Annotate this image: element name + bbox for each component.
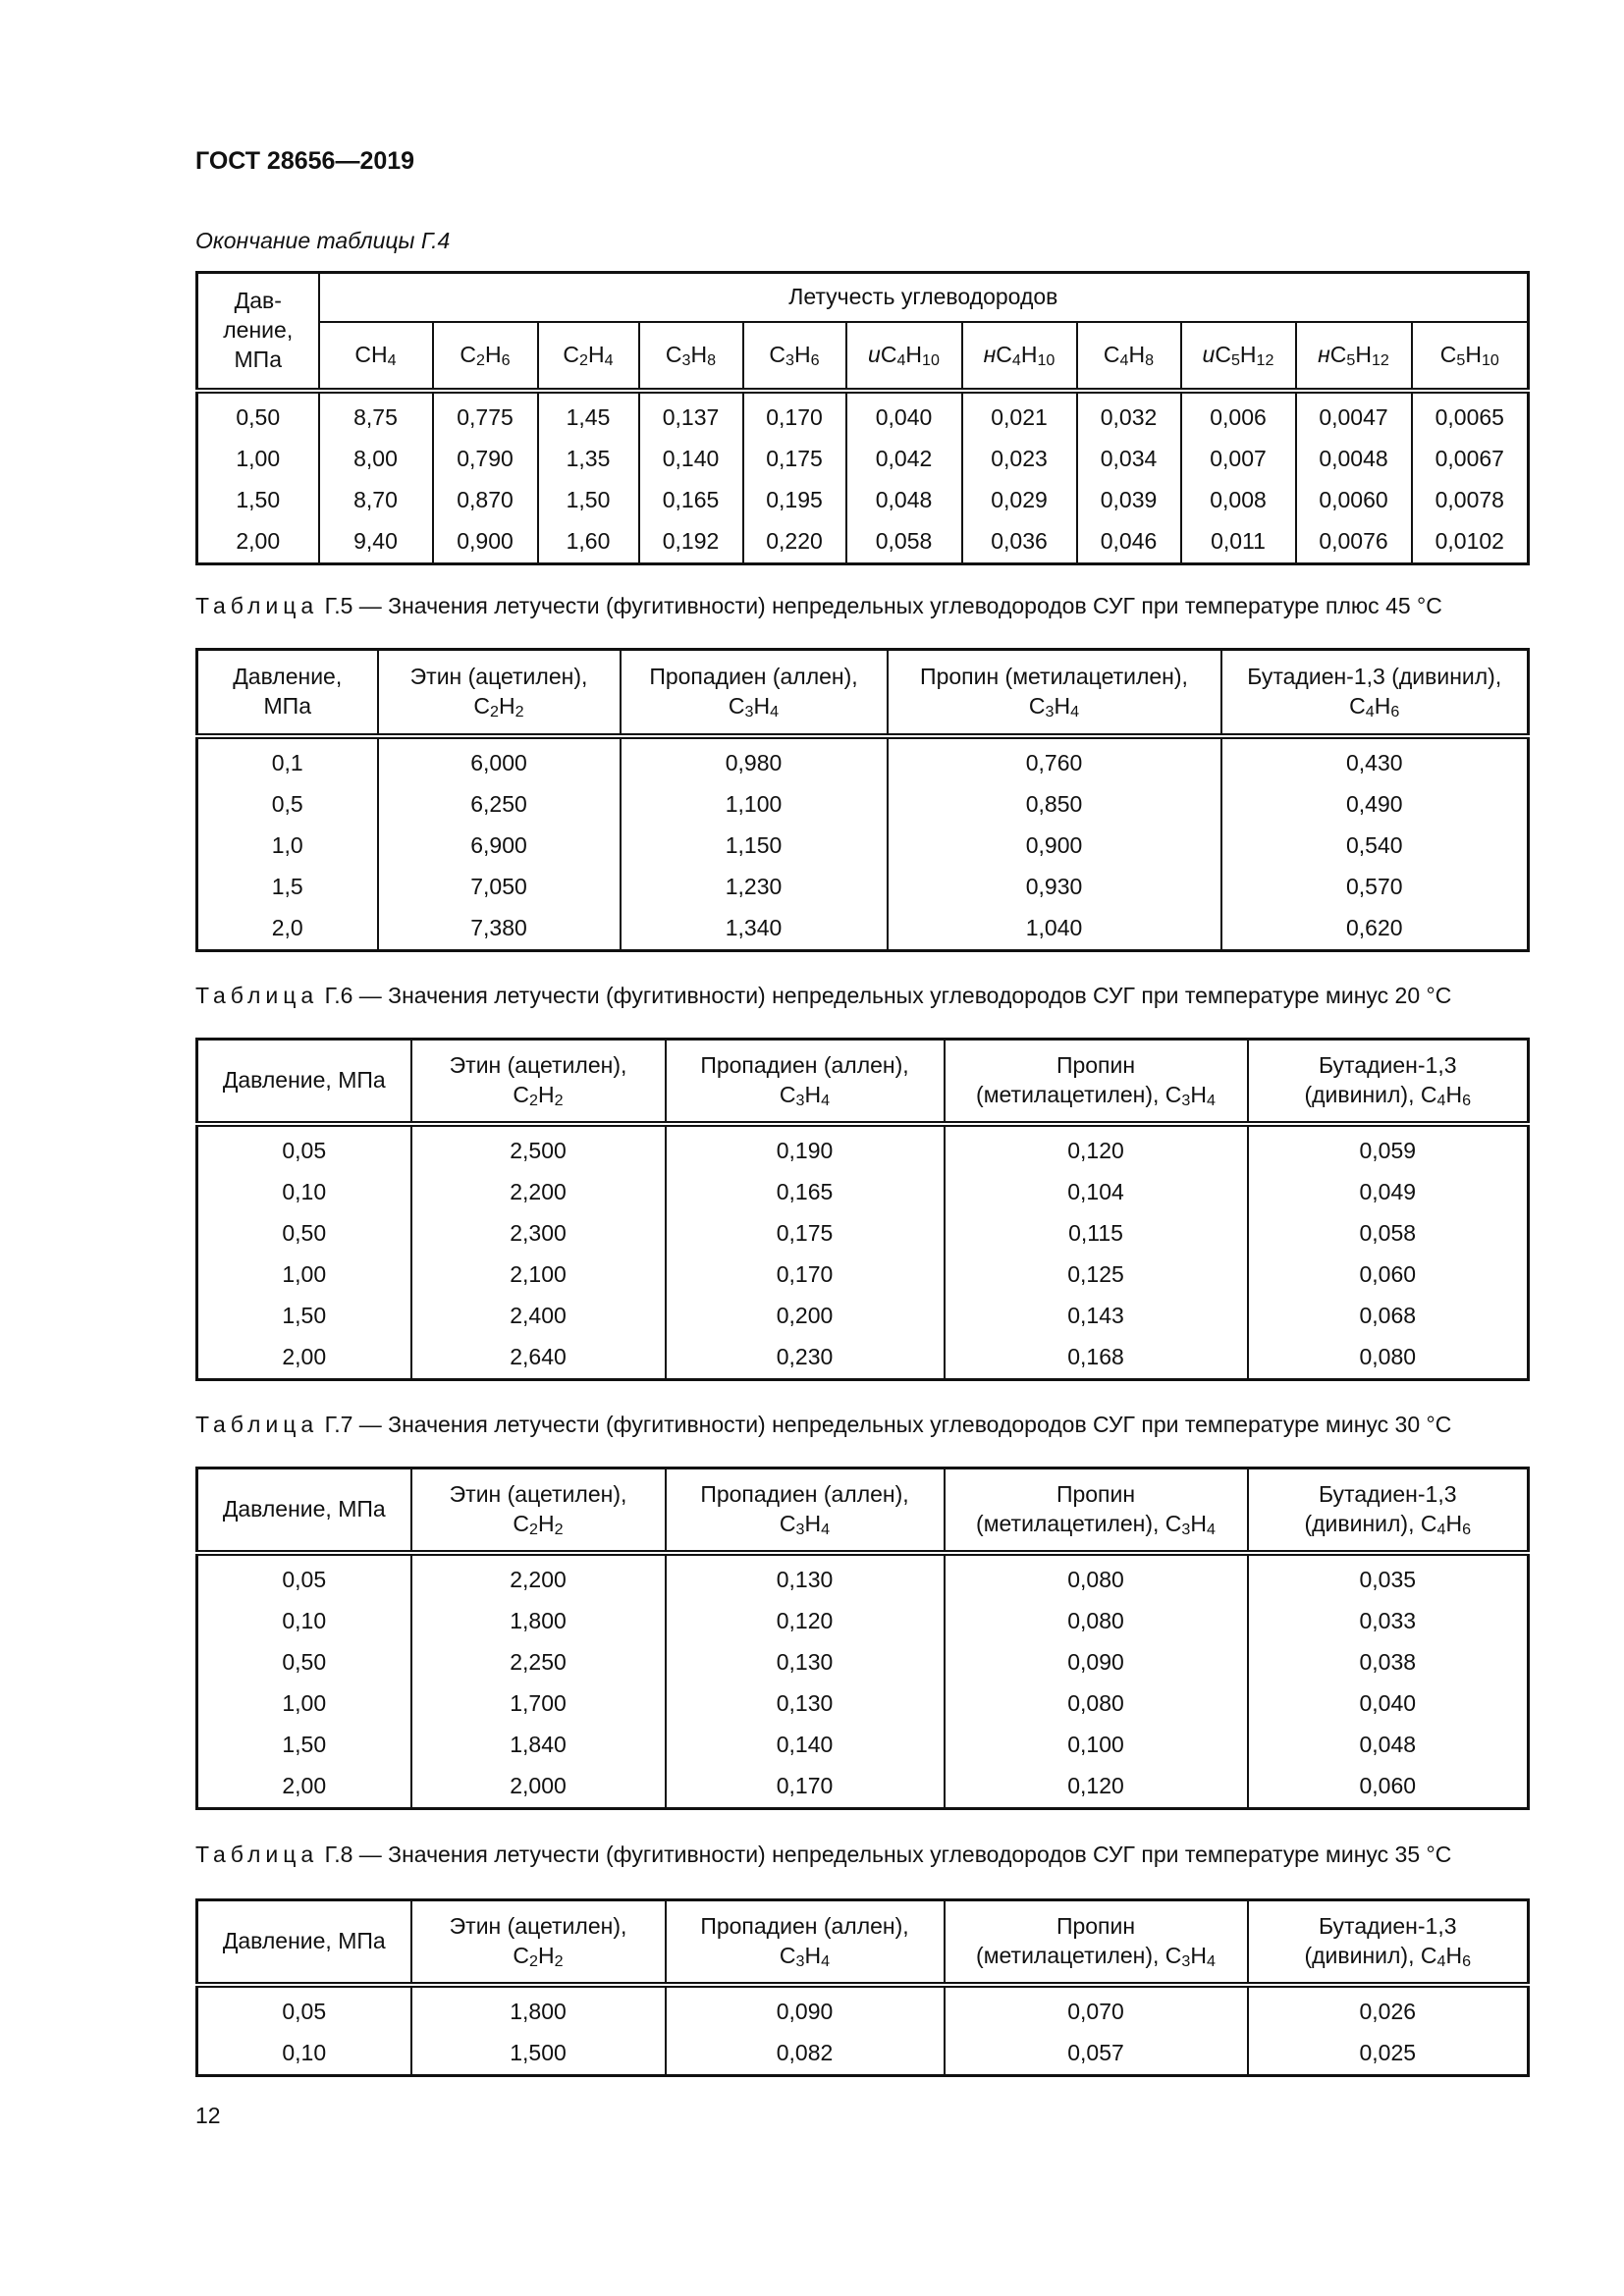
table-cell: 1,50 <box>197 480 319 521</box>
table-cell: 0,032 <box>1077 391 1181 439</box>
column-header: Давление, МПа <box>197 1468 411 1553</box>
table-cell: 0,10 <box>197 2033 411 2076</box>
table-cell: 0,140 <box>639 439 743 480</box>
table-cell: 0,170 <box>743 391 846 439</box>
table-row <box>197 1553 1529 1601</box>
table-cell: 8,00 <box>319 439 433 480</box>
table-g6 <box>195 1038 1530 1381</box>
table-cell: 0,130 <box>666 1642 945 1683</box>
table-cell: 0,040 <box>1248 1683 1529 1725</box>
table-cell: 0,034 <box>1077 439 1181 480</box>
table-cell: 0,090 <box>945 1642 1248 1683</box>
table-row <box>197 1255 1529 1296</box>
table-cell: 0,120 <box>945 1766 1248 1809</box>
column-header: Этин (ацетилен), $C_2H_2$ <box>411 1900 666 1985</box>
table-cell: 0,0067 <box>1412 439 1529 480</box>
table-cell: 0,057 <box>945 2033 1248 2076</box>
table-cell: 0,058 <box>1248 1213 1529 1255</box>
column-header-c4h8: $C_4H_8$ <box>1077 322 1181 391</box>
table-cell: 0,140 <box>666 1725 945 1766</box>
table-cell: 2,200 <box>411 1553 666 1601</box>
table-row <box>197 1683 1529 1725</box>
table-cell: 7,050 <box>378 867 621 908</box>
column-header-c2h4: $C_2H_4$ <box>538 322 639 391</box>
table-cell: 8,70 <box>319 480 433 521</box>
table-cell: 0,049 <box>1248 1172 1529 1213</box>
table-row <box>197 1296 1529 1337</box>
table-cell: 0,120 <box>945 1124 1248 1172</box>
table-cell: 0,0076 <box>1296 521 1412 564</box>
table-row <box>197 1172 1529 1213</box>
table-cell: 0,175 <box>666 1213 945 1255</box>
table-row <box>197 784 1529 826</box>
group-header-volatility: Летучесть углеводородов <box>319 273 1529 322</box>
table-caption-label: Таблица <box>195 1842 319 1867</box>
table-caption-label: Таблица <box>195 983 319 1008</box>
column-header-ch4: $CH_4$ <box>319 322 433 391</box>
table-cell: 1,230 <box>621 867 888 908</box>
table-cell: 0,170 <box>666 1255 945 1296</box>
table-cell: 0,038 <box>1248 1642 1529 1683</box>
table-cell: 0,0047 <box>1296 391 1412 439</box>
table-cell: 0,760 <box>888 736 1221 784</box>
table-cell: 1,800 <box>411 1601 666 1642</box>
table-cell: 0,540 <box>1221 826 1529 867</box>
table-row <box>197 1124 1529 1172</box>
table-cell: 0,080 <box>945 1601 1248 1642</box>
table-cell: 1,150 <box>621 826 888 867</box>
table-cell: 6,000 <box>378 736 621 784</box>
table-cell: 0,090 <box>666 1985 945 2033</box>
table-cell: 0,029 <box>962 480 1077 521</box>
table-cell: 1,00 <box>197 1683 411 1725</box>
table-cell: 0,05 <box>197 1985 411 2033</box>
table-cell: 0,900 <box>888 826 1221 867</box>
table-cell: 0,048 <box>846 480 962 521</box>
table-cell: 0,930 <box>888 867 1221 908</box>
table-cell: 1,0 <box>197 826 378 867</box>
column-header: Пропадиен (аллен), $C_3H_4$ <box>666 1468 945 1553</box>
table-cell: 0,011 <box>1181 521 1296 564</box>
table-cell: 0,50 <box>197 1213 411 1255</box>
table-cell: 0,10 <box>197 1172 411 1213</box>
table-cell: 0,042 <box>846 439 962 480</box>
table-cell: 1,50 <box>197 1725 411 1766</box>
column-header: Бутадиен-1,3 (дивинил), $C_4H_6$ <box>1248 1040 1529 1124</box>
table-cell: 1,040 <box>888 908 1221 951</box>
table-cell: 0,165 <box>666 1172 945 1213</box>
table-cell: 0,175 <box>743 439 846 480</box>
table-g8 <box>195 1898 1530 2077</box>
table-g5 <box>195 648 1530 952</box>
table-row <box>197 1213 1529 1255</box>
column-header: Пропадиен (аллен), $C_3H_4$ <box>621 650 888 736</box>
table-row <box>197 1725 1529 1766</box>
table-row <box>197 1766 1529 1809</box>
table-cell: 1,5 <box>197 867 378 908</box>
table-cell: 0,170 <box>666 1766 945 1809</box>
table-cell: 0,137 <box>639 391 743 439</box>
table-cell: 1,35 <box>538 439 639 480</box>
table-cell: 9,40 <box>319 521 433 564</box>
column-header: Давление, МПа <box>197 650 378 736</box>
table-cell: 2,000 <box>411 1766 666 1809</box>
table-row <box>197 1985 1529 2033</box>
table-cell: 0,168 <box>945 1337 1248 1380</box>
column-header: Пропин (метилацетилен), $C_3H_4$ <box>945 1040 1248 1124</box>
table-cell: 0,165 <box>639 480 743 521</box>
table-g8-caption <box>195 1842 1451 1868</box>
column-header-иc4h10: $иC_4H_{10}$ <box>846 322 962 391</box>
table-cell: 2,100 <box>411 1255 666 1296</box>
table-cell: 0,008 <box>1181 480 1296 521</box>
column-header-иc5h12: $иC_5H_{12}$ <box>1181 322 1296 391</box>
table-cell: 0,980 <box>621 736 888 784</box>
table-cell: 2,00 <box>197 1337 411 1380</box>
table-cell: 0,1 <box>197 736 378 784</box>
table-cell: 0,230 <box>666 1337 945 1380</box>
table-cell: 0,05 <box>197 1553 411 1601</box>
table-row <box>197 1601 1529 1642</box>
table-row <box>197 1337 1529 1380</box>
column-header-c3h6: $C_3H_6$ <box>743 322 846 391</box>
table-cell: 1,50 <box>197 1296 411 1337</box>
table-cell: 1,840 <box>411 1725 666 1766</box>
table-row <box>197 867 1529 908</box>
column-header-pressure: Дав- ление, МПа <box>197 273 319 391</box>
table-g6-caption <box>195 983 1451 1009</box>
table-cell: 0,0078 <box>1412 480 1529 521</box>
table-cell: 0,120 <box>666 1601 945 1642</box>
table-cell: 0,50 <box>197 1642 411 1683</box>
table-cell: 0,870 <box>433 480 538 521</box>
table-cell: 0,50 <box>197 391 319 439</box>
table-cell: 0,058 <box>846 521 962 564</box>
table-cell: 1,800 <box>411 1985 666 2033</box>
table-g7-caption <box>195 1412 1451 1438</box>
table-cell: 0,620 <box>1221 908 1529 951</box>
table-cell: 6,900 <box>378 826 621 867</box>
table-g4-caption: Окончание таблицы Г.4 <box>195 228 451 253</box>
column-header: Бутадиен-1,3 (дивинил), $C_4H_6$ <box>1248 1900 1529 1985</box>
table-caption-label: Таблица <box>195 1412 319 1437</box>
table-cell: 0,060 <box>1248 1766 1529 1809</box>
table-g7 <box>195 1467 1530 1810</box>
column-header: Бутадиен-1,3 (дивинил), $C_4H_6$ <box>1248 1468 1529 1553</box>
column-header-c3h8: $C_3H_8$ <box>639 322 743 391</box>
table-cell: 0,05 <box>197 1124 411 1172</box>
table-row <box>197 736 1529 784</box>
table-g5-caption <box>195 593 1442 619</box>
table-cell: 2,500 <box>411 1124 666 1172</box>
table-cell: 1,00 <box>197 1255 411 1296</box>
column-header: Давление, МПа <box>197 1040 411 1124</box>
table-cell: 2,300 <box>411 1213 666 1255</box>
table-cell: 1,50 <box>538 480 639 521</box>
table-cell: 0,040 <box>846 391 962 439</box>
table-row <box>197 826 1529 867</box>
table-cell: 0,060 <box>1248 1255 1529 1296</box>
column-header-c2h6: $C_2H_6$ <box>433 322 538 391</box>
column-header: Этин (ацетилен), $C_2H_2$ <box>411 1040 666 1124</box>
table-cell: 2,640 <box>411 1337 666 1380</box>
document-header: ГОСТ 28656—2019 <box>195 147 415 175</box>
table-cell: 0,036 <box>962 521 1077 564</box>
table-row <box>197 521 1529 564</box>
column-header: Пропин (метилацетилен), $C_3H_4$ <box>888 650 1221 736</box>
table-cell: 0,490 <box>1221 784 1529 826</box>
table-cell: 0,023 <box>962 439 1077 480</box>
table-cell: 0,026 <box>1248 1985 1529 2033</box>
table-cell: 0,080 <box>1248 1337 1529 1380</box>
table-cell: 0,080 <box>945 1553 1248 1601</box>
table-cell: 0,0065 <box>1412 391 1529 439</box>
table-cell: 0,0048 <box>1296 439 1412 480</box>
column-header: Пропин (метилацетилен), $C_3H_4$ <box>945 1468 1248 1553</box>
table-cell: 0,039 <box>1077 480 1181 521</box>
table-caption-text: Г.6 — Значения летучести (фугитивности) непредельных углеводородов СУГ при температуре минус 20 °С <box>324 983 1452 1008</box>
column-header: Этин (ацетилен), $C_2H_2$ <box>411 1468 666 1553</box>
table-cell: 0,570 <box>1221 867 1529 908</box>
page-number: 12 <box>195 2103 221 2128</box>
table-cell: 0,900 <box>433 521 538 564</box>
table-cell: 0,035 <box>1248 1553 1529 1601</box>
table-cell: 0,007 <box>1181 439 1296 480</box>
table-cell: 0,100 <box>945 1725 1248 1766</box>
table-cell: 0,048 <box>1248 1725 1529 1766</box>
table-row <box>197 1642 1529 1683</box>
table-cell: 0,115 <box>945 1213 1248 1255</box>
table-cell: 2,00 <box>197 521 319 564</box>
table-cell: 1,100 <box>621 784 888 826</box>
table-row <box>197 439 1529 480</box>
table-caption-text: Г.7 — Значения летучести (фугитивности) непредельных углеводородов СУГ при температуре минус 30 °С <box>324 1412 1452 1437</box>
table-row <box>197 391 1529 439</box>
table-cell: 1,700 <box>411 1683 666 1725</box>
table-cell: 0,104 <box>945 1172 1248 1213</box>
column-header-c5h10: $C_5H_{10}$ <box>1412 322 1529 391</box>
table-cell: 2,00 <box>197 1766 411 1809</box>
table-cell: 0,033 <box>1248 1601 1529 1642</box>
table-row <box>197 2033 1529 2076</box>
table-caption-text: Г.5 — Значения летучести (фугитивности) непредельных углеводородов СУГ при температуре плюс 45 °С <box>324 593 1442 618</box>
table-row <box>197 480 1529 521</box>
column-header: Пропадиен (аллен), $C_3H_4$ <box>666 1040 945 1124</box>
table-cell: 1,500 <box>411 2033 666 2076</box>
table-cell: 0,430 <box>1221 736 1529 784</box>
column-header: Давление, МПа <box>197 1900 411 1985</box>
table-cell: 0,006 <box>1181 391 1296 439</box>
table-cell: 1,45 <box>538 391 639 439</box>
table-cell: 0,192 <box>639 521 743 564</box>
table-cell: 2,250 <box>411 1642 666 1683</box>
table-cell: 8,75 <box>319 391 433 439</box>
table-cell: 0,021 <box>962 391 1077 439</box>
column-header: Пропадиен (аллен), $C_3H_4$ <box>666 1900 945 1985</box>
column-header: Пропин (метилацетилен), $C_3H_4$ <box>945 1900 1248 1985</box>
table-cell: 0,790 <box>433 439 538 480</box>
table-row <box>197 908 1529 951</box>
table-cell: 2,400 <box>411 1296 666 1337</box>
table-cell: 0,850 <box>888 784 1221 826</box>
table-cell: 0,5 <box>197 784 378 826</box>
table-cell: 0,130 <box>666 1683 945 1725</box>
table-cell: 0,10 <box>197 1601 411 1642</box>
table-cell: 1,340 <box>621 908 888 951</box>
table-cell: 7,380 <box>378 908 621 951</box>
table-cell: 0,046 <box>1077 521 1181 564</box>
table-cell: 0,220 <box>743 521 846 564</box>
table-cell: 0,200 <box>666 1296 945 1337</box>
table-cell: 1,60 <box>538 521 639 564</box>
column-header: Этин (ацетилен), $C_2H_2$ <box>378 650 621 736</box>
column-header-нc5h12: $нC_5H_{12}$ <box>1296 322 1412 391</box>
table-cell: 6,250 <box>378 784 621 826</box>
table-cell: 0,080 <box>945 1683 1248 1725</box>
table-cell: 0,130 <box>666 1553 945 1601</box>
column-header: Бутадиен-1,3 (дивинил), $C_4H_6$ <box>1221 650 1529 736</box>
table-cell: 0,082 <box>666 2033 945 2076</box>
table-cell: 2,0 <box>197 908 378 951</box>
table-cell: 0,0060 <box>1296 480 1412 521</box>
column-header-нc4h10: $нC_4H_{10}$ <box>962 322 1077 391</box>
table-cell: 0,059 <box>1248 1124 1529 1172</box>
table-cell: 0,0102 <box>1412 521 1529 564</box>
table-g4 <box>195 271 1530 565</box>
table-cell: 0,025 <box>1248 2033 1529 2076</box>
table-caption-text: Г.8 — Значения летучести (фугитивности) непредельных углеводородов СУГ при температуре минус 35 °С <box>324 1842 1452 1867</box>
table-cell: 0,143 <box>945 1296 1248 1337</box>
table-cell: 0,070 <box>945 1985 1248 2033</box>
table-cell: 0,195 <box>743 480 846 521</box>
table-cell: 1,00 <box>197 439 319 480</box>
table-cell: 0,190 <box>666 1124 945 1172</box>
table-cell: 0,125 <box>945 1255 1248 1296</box>
table-caption-label: Таблица <box>195 593 319 618</box>
table-cell: 2,200 <box>411 1172 666 1213</box>
table-cell: 0,068 <box>1248 1296 1529 1337</box>
table-cell: 0,775 <box>433 391 538 439</box>
